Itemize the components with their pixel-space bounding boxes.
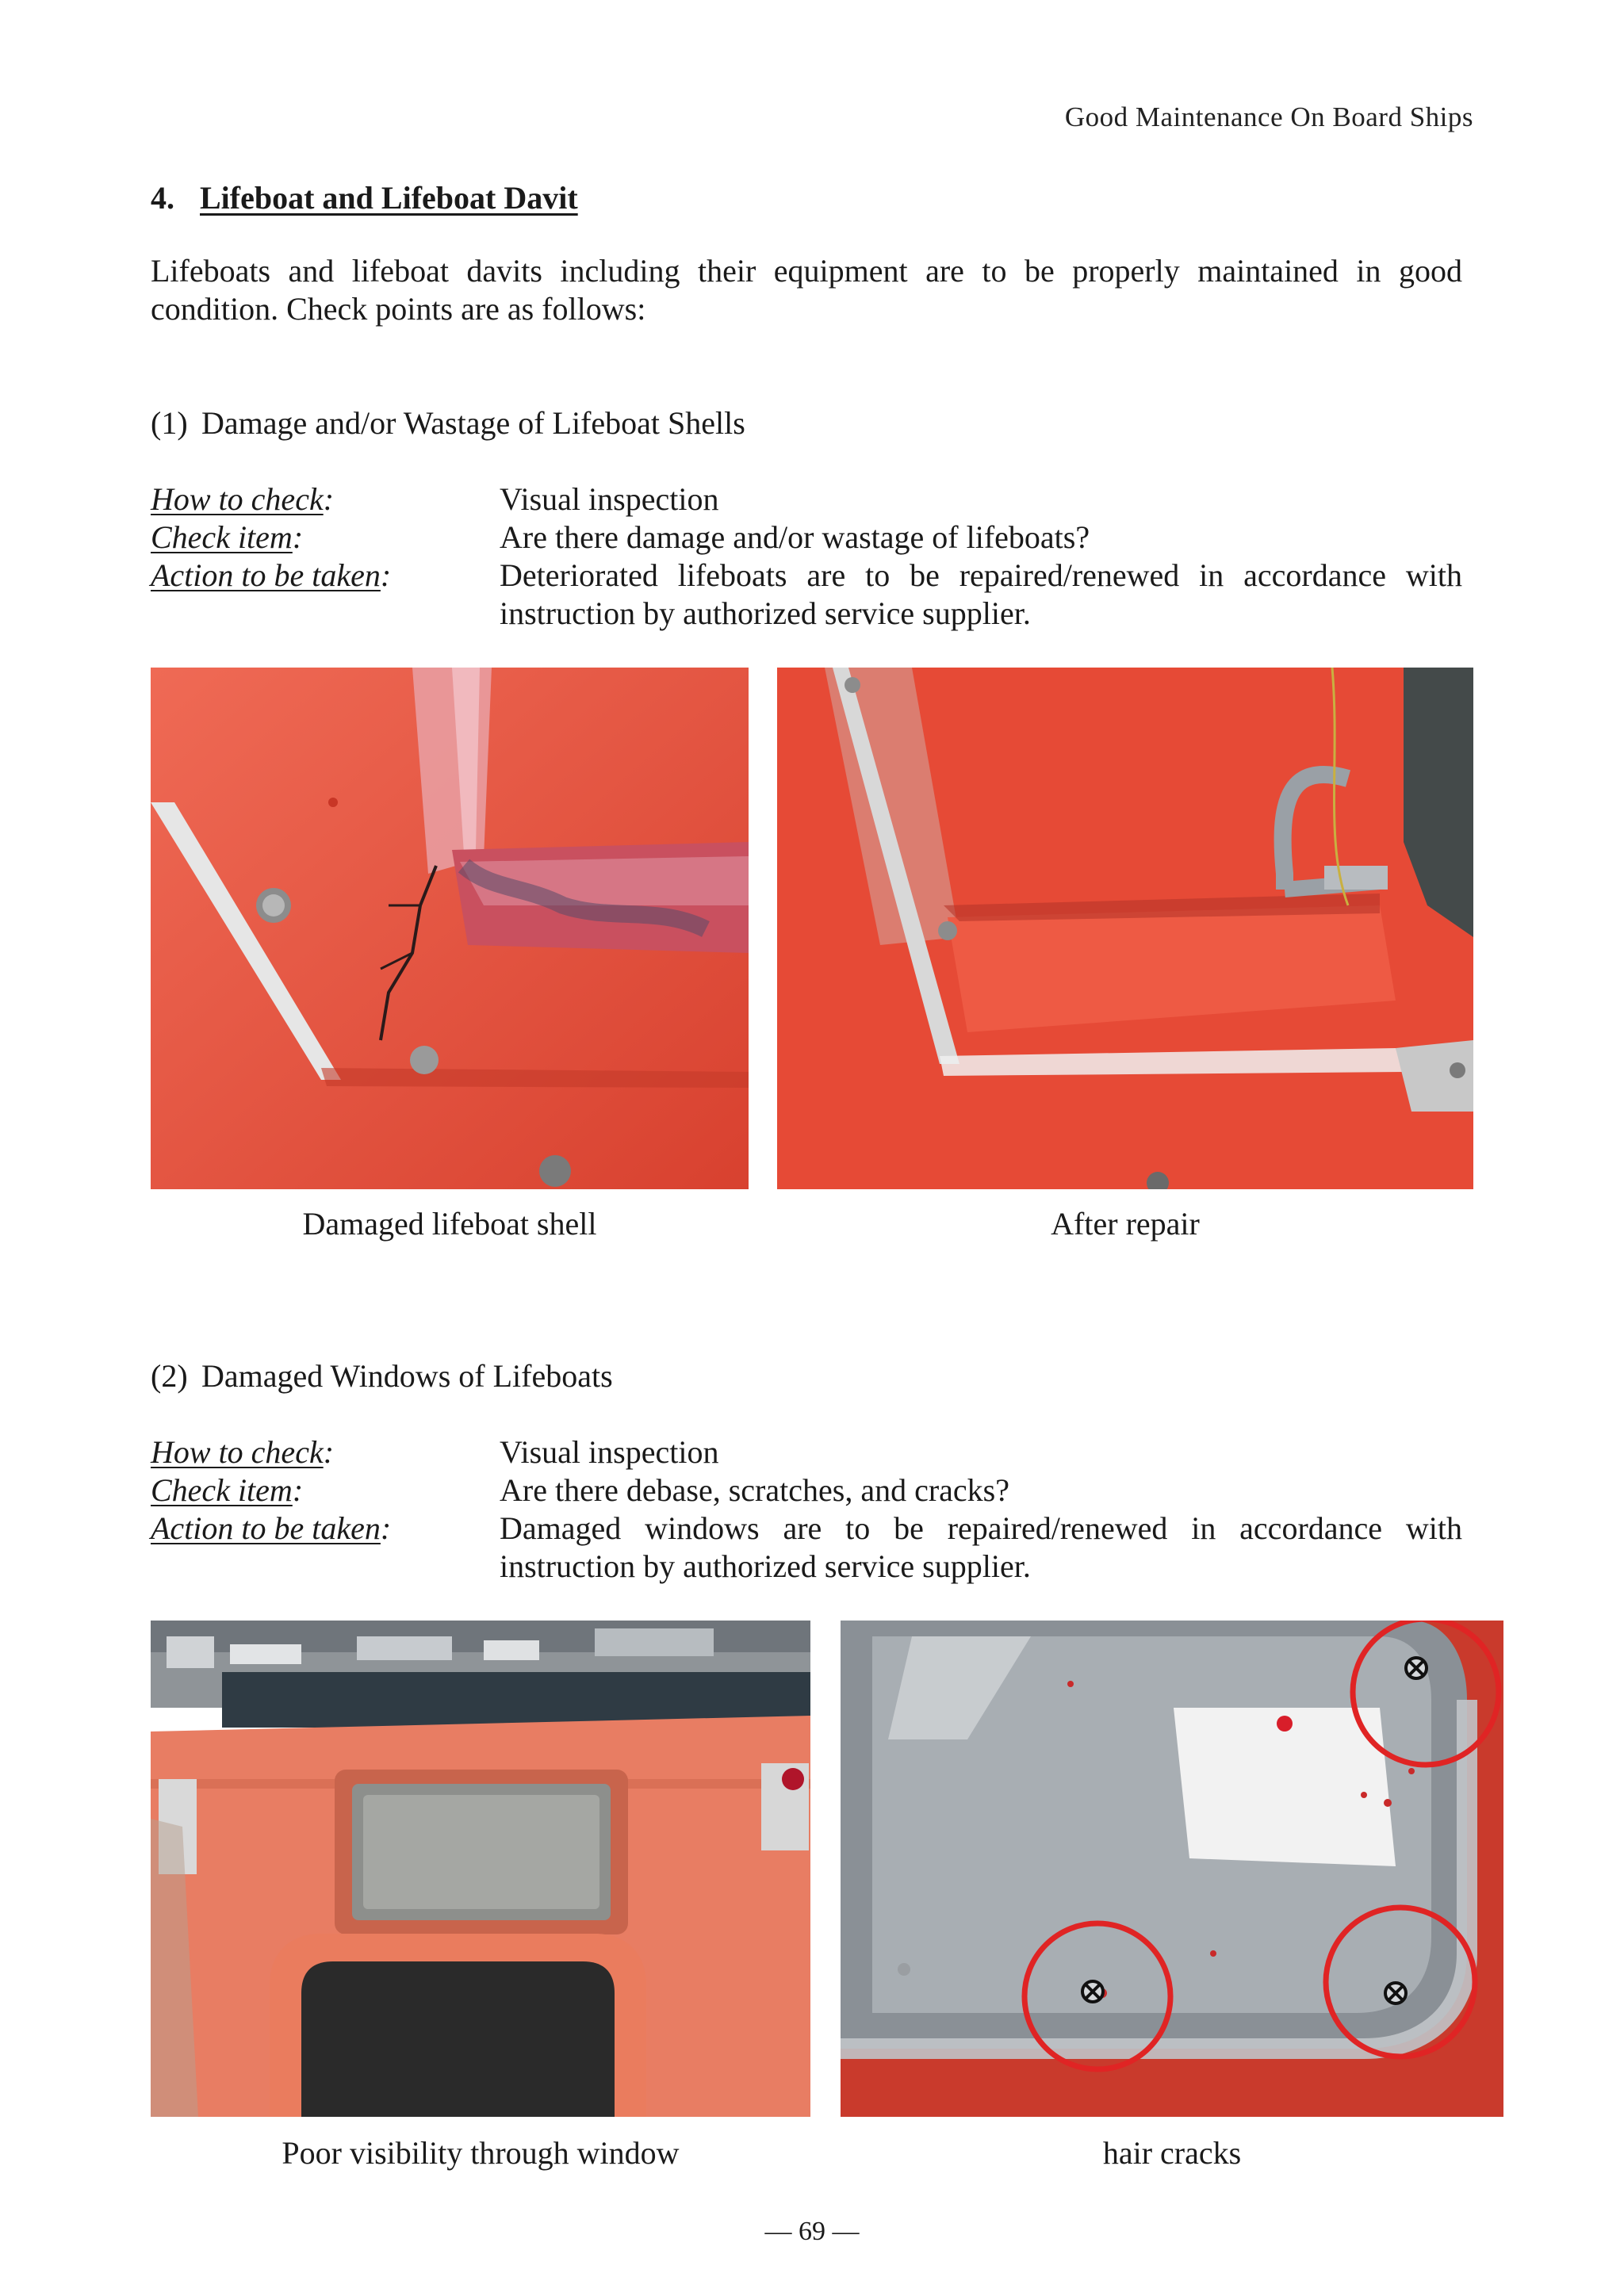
check-point-number: (1)	[151, 405, 188, 441]
how-to-check-label: How to check:	[151, 1434, 335, 1470]
photo-caption: After repair	[1051, 1206, 1200, 1242]
intro-paragraph: Lifeboats and lifeboat davits including their equipment are to be properly maintained in good condition. Check points are as follows:	[151, 253, 1462, 327]
photo-caption: Poor visibility through window	[282, 2135, 680, 2171]
check-item-value: Are there damage and/or wastage of lifeboats?	[500, 519, 1090, 555]
action-value: Damaged windows are to be repaired/renewed in accordance with instruction by authorized service supplier.	[500, 1510, 1462, 1584]
section-number: 4.	[151, 180, 174, 216]
poor-visibility-photo	[151, 1621, 810, 2117]
check-item-row	[151, 519, 1462, 557]
check-point-title: Damaged Windows of Lifeboats	[201, 1358, 613, 1394]
photo-caption: Damaged lifeboat shell	[302, 1206, 597, 1242]
photo-caption: hair cracks	[1102, 2135, 1242, 2171]
action-label: Action to be taken:	[151, 1510, 392, 1546]
running-header: Good Maintenance On Board Ships	[1064, 101, 1473, 132]
section-title	[151, 179, 578, 216]
action-label: Action to be taken:	[151, 557, 392, 593]
check-item-value: Are there debase, scratches, and cracks?	[500, 1472, 1009, 1508]
action-row	[151, 1510, 1462, 1586]
damaged-shell-photo	[151, 668, 749, 1189]
how-to-check-row	[151, 1433, 1462, 1471]
action-row	[151, 557, 1462, 633]
check-point-number: (2)	[151, 1358, 188, 1394]
how-to-check-value: Visual inspection	[500, 481, 719, 517]
how-to-check-row	[151, 480, 1462, 519]
check-point-2-heading	[151, 1357, 613, 1395]
section-title-text: Lifeboat and Lifeboat Davit	[200, 180, 578, 216]
how-to-check-value: Visual inspection	[500, 1434, 719, 1470]
check-point-1-heading	[151, 404, 745, 442]
hair-cracks-photo	[841, 1621, 1503, 2117]
action-value: Deteriorated lifeboats are to be repaired/renewed in accordance with instruction by authorized service supplier.	[500, 557, 1462, 631]
check-item-row	[151, 1471, 1462, 1510]
check-item-label: Check item:	[151, 519, 304, 555]
how-to-check-label: How to check:	[151, 481, 335, 517]
check-point-title: Damage and/or Wastage of Lifeboat Shells	[201, 405, 745, 441]
after-repair-photo	[777, 668, 1473, 1189]
check-item-label: Check item:	[151, 1472, 304, 1508]
page-number: — 69 —	[764, 2217, 860, 2246]
